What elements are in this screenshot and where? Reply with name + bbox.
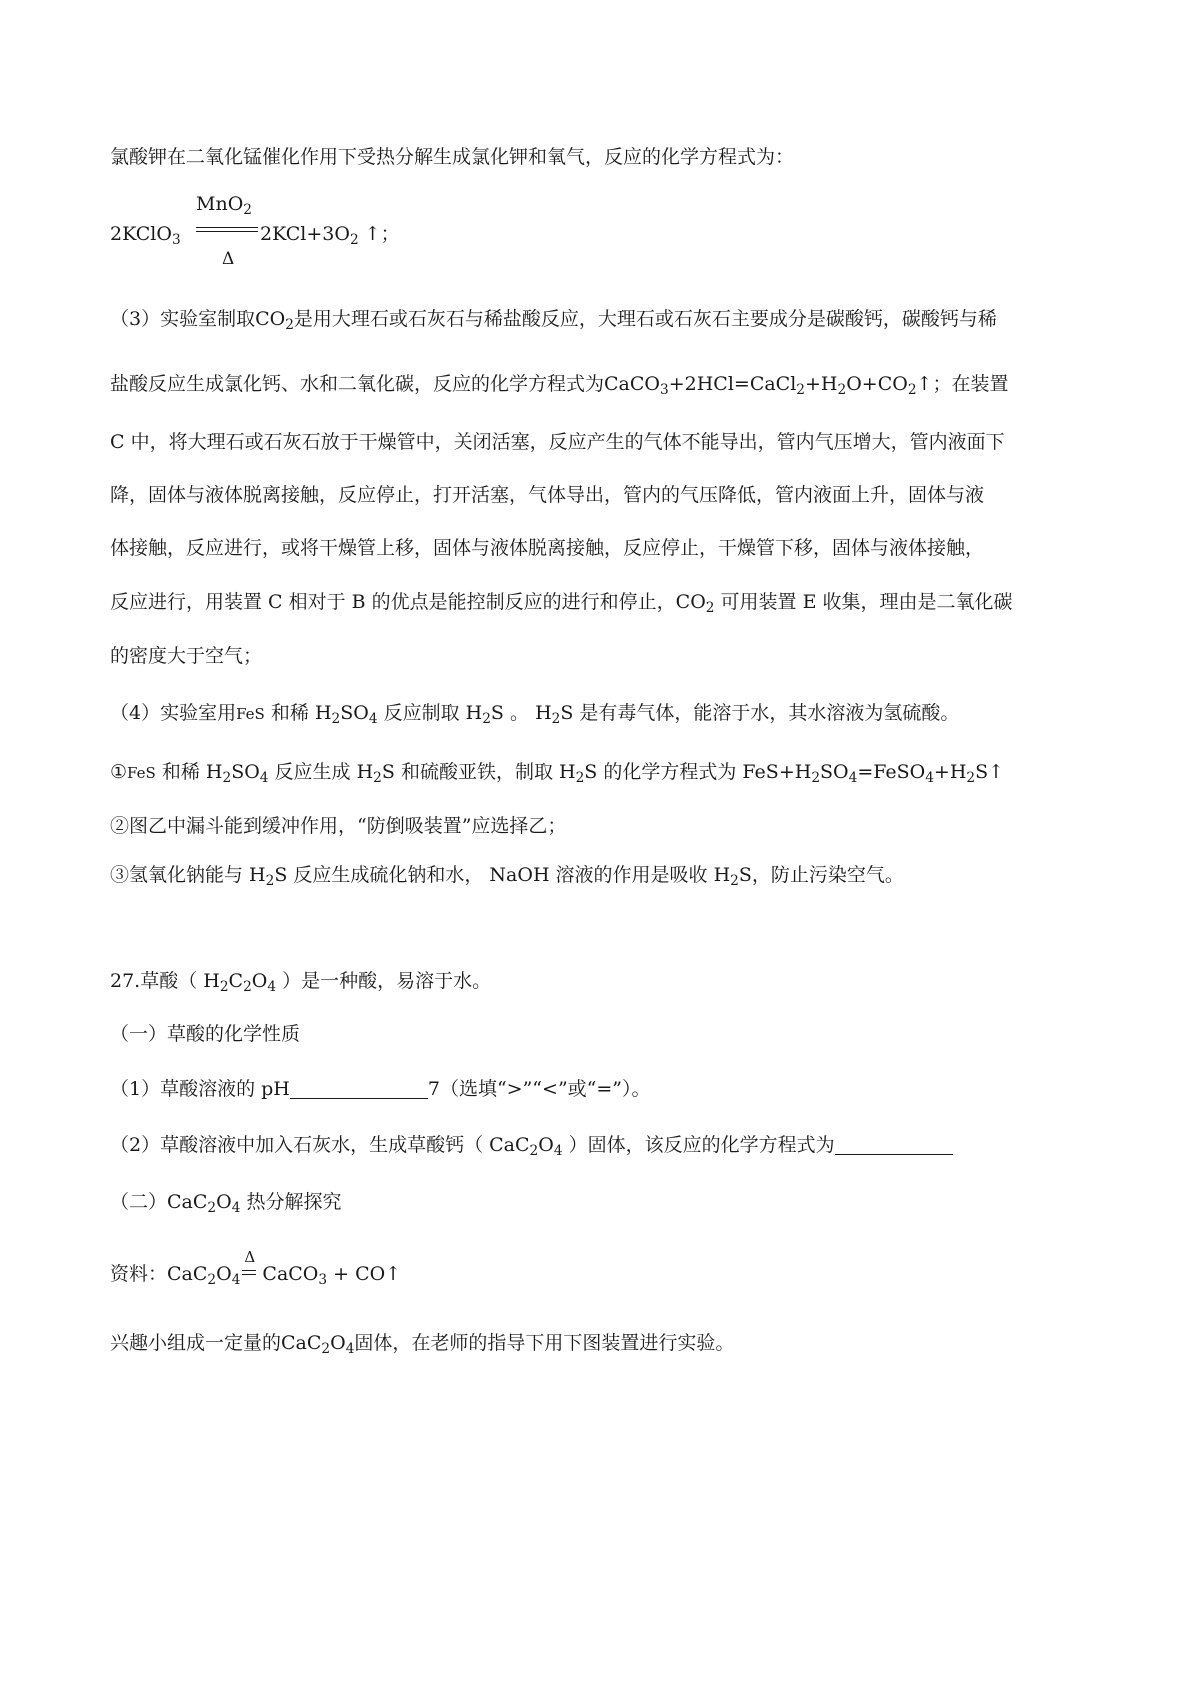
paragraph-line: （4）实验室用FeS 和稀 $H_2SO_4$ 反应制取 $H_2S$ 。 $H_2S$ 是有毒气体，能溶于水，其水溶液为氢硫酸。 [110,702,960,727]
section-heading: （一）草酸的化学性质 [110,1023,301,1045]
list-item: ③氢氧化钠能与 $H_2S$ 反应生成硫化钠和水， NaOH 溶液的作用是吸收 $H_2S$，防止污染空气。 [110,864,904,889]
paragraph-line: C 中，将大理石或石灰石放于干燥管中，关闭活塞，反应产生的气体不能导出，管内气压增大，管内液面下 [110,431,1005,453]
heat-equals: Δ [240,1262,262,1284]
answer-blank[interactable] [835,1134,953,1155]
question-item: （2）草酸溶液中加入石灰水，生成草酸钙（ $CaC_2O_4$ ）固体，该反应的化学方程式为 [110,1134,953,1155]
question-item: （1）草酸溶液的 pH 7（选填“>”“<”或“=”）。 [110,1078,651,1100]
equation-kclo3 [110,193,710,275]
paragraph-line: 降，固体与液体脱离接触，反应停止，打开活塞，气体导出，管内的气压降低，管内液面上升，固体与液 [110,484,985,506]
reactant: 2KClO$_3$ [110,223,181,248]
paragraph-line: 的密度大于空气； [110,645,263,667]
list-item: ①FeS 和稀 $H_2SO_4$ 反应生成 $H_2S$ 和硫酸亚铁，制取 $H_2S$ 的化学方程式为 $FeS+H_2SO_4=FeSO_4+H_2S↑$ [110,761,1005,786]
paragraph-line [110,148,794,167]
products: $2KCl+3O_2$ ↑； [260,223,400,248]
formula-co2: $CO_2$ [255,308,294,333]
paragraph-line: 反应进行，用装置 C 相对于 B 的优点是能控制反应的进行和停止，$CO_2$ 可用装置 E 收集，理由是二氧化碳 [110,591,1013,616]
equals-line-top [196,227,258,228]
paragraph-line: 盐酸反应生成氯化钙、水和二氧化碳，反应的化学方程式为$CaCO_3+2HCl=CaCl_2+H_2O+CO_2↑$；在装置 [110,373,1009,398]
equals-line-bottom [196,231,258,232]
paragraph-line: 兴趣小组成一定量的$CaC_2O_4$固体，在老师的指导下用下图装置进行实验。 [110,1332,735,1357]
text: 氯酸钾在二氧化锰催化作用下受热分解生成氯化钾和氧气，反应的化学方程式为： [110,146,795,168]
paragraph-line: （3）实验室制取$CO_2$是用大理石或石灰石与稀盐酸反应，大理石或石灰石主要成分是碳酸钙，碳酸钙与稀 [110,308,997,333]
section-heading: （二）$CaC_2O_4$ 热分解探究 [110,1191,342,1216]
answer-blank[interactable] [290,1078,428,1099]
catalyst-label: MnO$_2$ [196,193,252,218]
list-item: ②图乙中漏斗能到缓冲作用，“防倒吸装置”应选择乙； [110,815,567,837]
paragraph-line: 体接触，反应进行，或将干燥管上移，固体与液体脱离接触，反应停止，干燥管下移，固体与液体接触， [110,537,985,559]
question-title: 27.草酸（ $H_2C_2O_4$ ）是一种酸，易溶于水。 [110,970,492,995]
heat-symbol: Δ [222,249,235,269]
reference-equation: 资料：$CaC_2O_4$ Δ CaCO$_3$ + CO↑ [110,1248,402,1288]
